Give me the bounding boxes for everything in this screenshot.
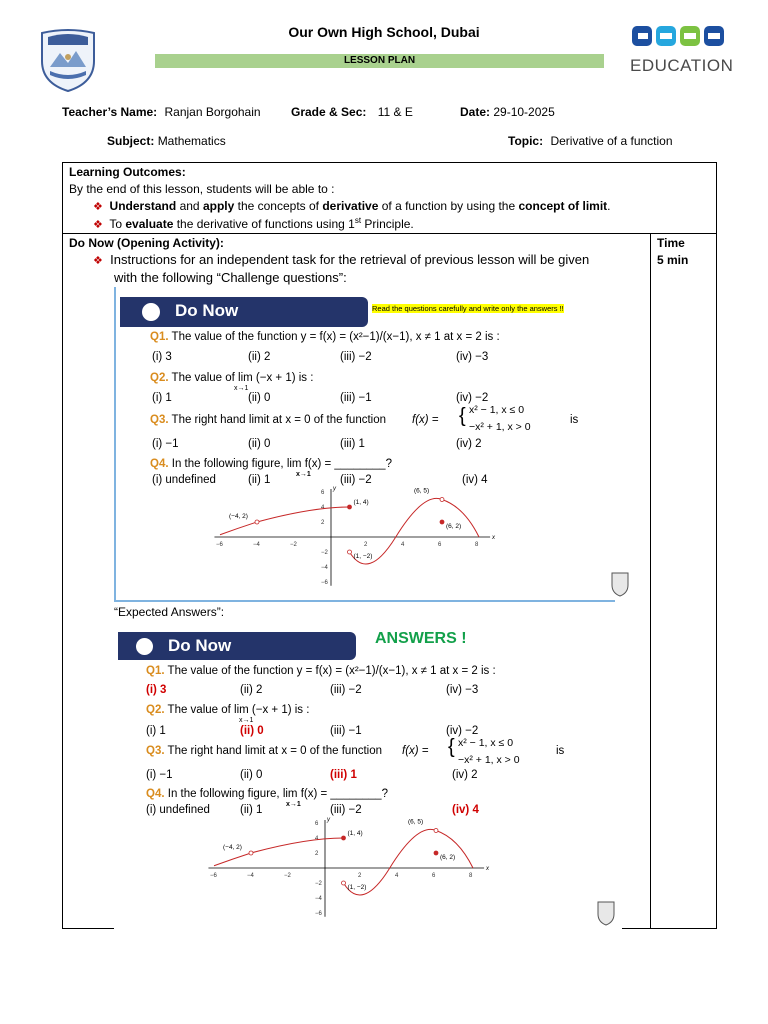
x-tick-label: −2 bbox=[284, 873, 291, 879]
question-label: Q4. bbox=[150, 458, 169, 470]
subject-value: Mathematics bbox=[157, 134, 226, 148]
x-tick-label: −6 bbox=[210, 873, 217, 879]
outcome-item-2 bbox=[93, 216, 414, 231]
topic-value: Derivative of a function bbox=[550, 134, 673, 148]
donow-heading: Do Now (Opening Activity): bbox=[69, 236, 224, 250]
bullet-diamond-icon: ❖ bbox=[93, 219, 103, 231]
brain-badge-icon bbox=[134, 636, 155, 657]
y-axis-label: y bbox=[327, 816, 330, 823]
outcome-2-part: Principle. bbox=[361, 217, 414, 231]
y-tick-label: 6 bbox=[321, 490, 325, 496]
option: (iii) −2 bbox=[330, 804, 362, 816]
question-text: The right hand limit at x = 0 of the function bbox=[171, 414, 387, 426]
date-field bbox=[460, 105, 555, 119]
point-label: (1, 4) bbox=[347, 830, 363, 837]
outcome-1-part: . bbox=[607, 199, 611, 213]
x-axis-label: x bbox=[491, 535, 495, 541]
question-2 bbox=[146, 704, 309, 716]
answers-worksheet bbox=[114, 622, 622, 930]
topic-label: Topic: bbox=[508, 134, 544, 148]
x-tick-label: 2 bbox=[358, 873, 362, 879]
bullet-diamond-icon: ❖ bbox=[93, 255, 103, 267]
x-tick-label: −4 bbox=[247, 873, 254, 879]
correct-option: (iv) 4 bbox=[452, 804, 479, 816]
y-tick-label: 2 bbox=[315, 851, 319, 857]
piecewise-case: −x² + 1, x > 0 bbox=[458, 754, 520, 766]
option: (i) −1 bbox=[146, 769, 173, 781]
x-axis-label: x bbox=[485, 866, 489, 872]
option: (i) undefined bbox=[152, 474, 216, 486]
function-graph bbox=[186, 485, 495, 587]
outcome-2-sup: st bbox=[354, 216, 362, 225]
question-2 bbox=[150, 372, 313, 384]
graph-point bbox=[434, 851, 438, 855]
x-tick-label: −4 bbox=[253, 542, 260, 548]
question-label: Q1. bbox=[150, 331, 169, 343]
answers-title: ANSWERS ! bbox=[375, 630, 467, 647]
curve-left bbox=[220, 507, 350, 535]
question-label: Q3. bbox=[150, 414, 169, 426]
subject-field bbox=[107, 134, 226, 148]
option: (iv) 2 bbox=[452, 769, 478, 781]
date-label: Date: bbox=[460, 105, 491, 119]
do-now-banner bbox=[118, 632, 356, 660]
option: (ii) 0 bbox=[248, 392, 271, 404]
piecewise-case: −x² + 1, x > 0 bbox=[469, 421, 531, 433]
question-text: In the following figure, lim f(x) = ________? bbox=[167, 788, 388, 800]
instruction-line-2: with the following “Challenge questions”: bbox=[114, 270, 347, 285]
question-4 bbox=[150, 458, 392, 470]
graph-point bbox=[440, 498, 444, 502]
correct-option: (iii) 1 bbox=[330, 769, 357, 781]
option: (iii) −2 bbox=[340, 474, 372, 486]
school-name: Our Own High School, Dubai bbox=[288, 24, 480, 40]
teacher-label: Teacher’s Name: bbox=[62, 105, 158, 119]
option: (ii) 2 bbox=[248, 351, 271, 363]
graph-point bbox=[249, 851, 253, 855]
x-tick-label: 8 bbox=[475, 542, 479, 548]
gems-logo-text: EDUCATION bbox=[630, 56, 734, 75]
do-now-banner bbox=[120, 297, 368, 327]
question-1 bbox=[146, 665, 496, 677]
limit-subscript: x→1 bbox=[234, 385, 249, 392]
y-tick-label: −4 bbox=[315, 896, 322, 902]
y-tick-label: −4 bbox=[321, 565, 328, 571]
outcome-2-part: the derivative of functions using 1 bbox=[173, 217, 355, 231]
x-tick-label: −2 bbox=[290, 542, 297, 548]
worksheet-note: Read the questions carefully and write only the answers !! bbox=[372, 304, 564, 313]
question-label: Q1. bbox=[146, 665, 165, 677]
question-label: Q2. bbox=[150, 372, 169, 384]
outcome-item-1 bbox=[93, 199, 611, 213]
do-now-title: Do Now bbox=[175, 301, 239, 320]
grade-label: Grade & Sec: bbox=[291, 105, 367, 119]
option: (i) −1 bbox=[152, 438, 179, 450]
y-tick-label: 4 bbox=[321, 505, 325, 511]
donow-instruction bbox=[93, 252, 589, 267]
time-column-divider bbox=[650, 233, 651, 929]
point-label: (−4, 2) bbox=[229, 513, 248, 520]
option: (ii) 0 bbox=[248, 438, 271, 450]
y-tick-label: −6 bbox=[315, 911, 322, 917]
gems-education-logo bbox=[630, 24, 734, 75]
piecewise-case: x² − 1, x ≤ 0 bbox=[458, 737, 514, 749]
x-tick-label: 2 bbox=[364, 542, 368, 548]
correct-option: (ii) 0 bbox=[240, 725, 264, 737]
y-tick-label: −2 bbox=[321, 550, 328, 556]
question-4 bbox=[146, 788, 388, 800]
question-text: The value of the function y = f(x) = (x²−1)/(x−1), x ≠ 1 at x = 2 is : bbox=[167, 665, 496, 677]
table-divider bbox=[62, 233, 717, 234]
question-text: In the following figure, lim f(x) = ________? bbox=[171, 458, 392, 470]
correct-option: (i) 3 bbox=[146, 684, 167, 696]
grade-field bbox=[291, 105, 413, 119]
time-value: 5 min bbox=[657, 253, 689, 267]
point-label: (1, 4) bbox=[353, 499, 369, 506]
piecewise-case: x² − 1, x ≤ 0 bbox=[469, 404, 525, 416]
point-label: (6, 5) bbox=[408, 818, 424, 826]
do-now-title: Do Now bbox=[168, 636, 232, 655]
graph-point bbox=[342, 881, 346, 885]
option: (iii) −1 bbox=[330, 725, 362, 737]
expected-answers-label: “Expected Answers”: bbox=[114, 605, 225, 619]
teacher-name: Ranjan Borgohain bbox=[164, 105, 261, 119]
graph-point bbox=[434, 829, 438, 833]
y-tick-label: 4 bbox=[315, 836, 319, 842]
bullet-diamond-icon: ❖ bbox=[93, 201, 103, 213]
x-tick-label: 6 bbox=[438, 542, 442, 548]
x-tick-label: 6 bbox=[432, 873, 436, 879]
piecewise-fx: f(x) = bbox=[402, 745, 429, 757]
option: (iv) −3 bbox=[446, 684, 479, 696]
graph-point bbox=[440, 520, 444, 524]
outcome-1-part: the concepts of bbox=[234, 199, 323, 213]
option: (iii) −2 bbox=[330, 684, 362, 696]
option: (ii) 1 bbox=[248, 474, 271, 486]
instruction-line-1: Instructions for an independent task for the retrieval of previous lesson will be given bbox=[110, 252, 590, 267]
option: (ii) 1 bbox=[240, 804, 263, 816]
question-text: The right hand limit at x = 0 of the function bbox=[167, 745, 383, 757]
outcome-1-part: and bbox=[176, 199, 203, 213]
limit-subscript: x→1 bbox=[286, 801, 301, 808]
option: (iv) 2 bbox=[456, 438, 482, 450]
question-3 bbox=[146, 745, 382, 757]
x-tick-label: 4 bbox=[395, 873, 399, 879]
point-label: (1, −2) bbox=[353, 553, 373, 560]
outcome-1-part: derivative bbox=[322, 199, 379, 213]
question-3 bbox=[150, 414, 386, 426]
x-tick-label: −6 bbox=[216, 542, 223, 548]
outcome-2-part: To bbox=[109, 217, 126, 231]
graph-point bbox=[342, 836, 346, 840]
option: (iv) −2 bbox=[446, 725, 479, 737]
do-now-worksheet bbox=[114, 287, 615, 602]
x-tick-label: 4 bbox=[401, 542, 405, 548]
option: (ii) 0 bbox=[240, 769, 263, 781]
question-1 bbox=[150, 331, 500, 343]
outcomes-heading: Learning Outcomes: bbox=[69, 165, 186, 179]
option: (i) undefined bbox=[146, 804, 210, 816]
option: (iv) −2 bbox=[456, 392, 489, 404]
point-label: (6, 5) bbox=[414, 487, 430, 495]
option: (iii) −1 bbox=[340, 392, 372, 404]
point-label: (−4, 2) bbox=[223, 844, 242, 851]
date-value: 29-10-2025 bbox=[493, 105, 555, 119]
topic-field bbox=[508, 134, 673, 148]
brace: { bbox=[459, 405, 466, 427]
graph-point bbox=[255, 520, 259, 524]
brain-badge-icon bbox=[140, 301, 162, 323]
option: (ii) 2 bbox=[240, 684, 263, 696]
y-tick-label: 2 bbox=[321, 520, 325, 526]
question-text: The value of lim (−x + 1) is : bbox=[171, 372, 314, 384]
outcome-2-part: evaluate bbox=[125, 217, 174, 231]
subject-label: Subject: bbox=[107, 134, 155, 148]
question-3-is: is bbox=[570, 414, 579, 426]
teacher-field bbox=[62, 105, 261, 119]
time-label: Time bbox=[657, 236, 685, 250]
option: (iii) 1 bbox=[340, 438, 365, 450]
point-label: (1, −2) bbox=[347, 884, 367, 891]
question-text: The value of the function y = f(x) = (x²−1)/(x−1), x ≠ 1 at x = 2 is : bbox=[171, 331, 500, 343]
outcome-1-part: apply bbox=[202, 199, 235, 213]
grade-value: 11 & E bbox=[377, 105, 413, 119]
option: (i) 3 bbox=[152, 351, 172, 363]
option: (i) 1 bbox=[152, 392, 172, 404]
function-graph bbox=[180, 816, 489, 918]
question-label: Q2. bbox=[146, 704, 165, 716]
option: (i) 1 bbox=[146, 725, 166, 737]
question-label: Q4. bbox=[146, 788, 165, 800]
outcome-1-part: concept of limit bbox=[518, 199, 608, 213]
limit-subscript: x→1 bbox=[296, 471, 311, 478]
option: (iv) −3 bbox=[456, 351, 489, 363]
option: (iii) −2 bbox=[340, 351, 372, 363]
outcome-1-part: of a function by using the bbox=[378, 199, 519, 213]
question-label: Q3. bbox=[146, 745, 165, 757]
gems-logo-mark bbox=[630, 24, 730, 50]
question-text: The value of lim (−x + 1) is : bbox=[167, 704, 310, 716]
y-tick-label: 6 bbox=[315, 821, 319, 827]
option: (iv) 4 bbox=[462, 474, 488, 486]
point-label: (6, 2) bbox=[440, 854, 456, 861]
y-tick-label: −6 bbox=[321, 580, 328, 586]
curve-left bbox=[214, 838, 344, 866]
y-axis-label: y bbox=[333, 485, 336, 492]
school-crest-small-icon bbox=[596, 900, 616, 926]
outcome-1-part: Understand bbox=[109, 199, 177, 213]
y-tick-label: −2 bbox=[315, 881, 322, 887]
point-label: (6, 2) bbox=[446, 523, 462, 530]
school-crest-small-icon bbox=[610, 571, 630, 597]
x-tick-label: 8 bbox=[469, 873, 473, 879]
graph-point bbox=[348, 505, 352, 509]
piecewise-fx: f(x) = bbox=[412, 414, 439, 426]
brace: { bbox=[448, 736, 455, 758]
question-3-is: is bbox=[556, 745, 565, 757]
outcomes-intro: By the end of this lesson, students will be able to : bbox=[69, 182, 335, 196]
limit-subscript: x→1 bbox=[239, 717, 254, 724]
graph-point bbox=[348, 550, 352, 554]
lesson-plan-bar: LESSON PLAN bbox=[155, 54, 604, 68]
